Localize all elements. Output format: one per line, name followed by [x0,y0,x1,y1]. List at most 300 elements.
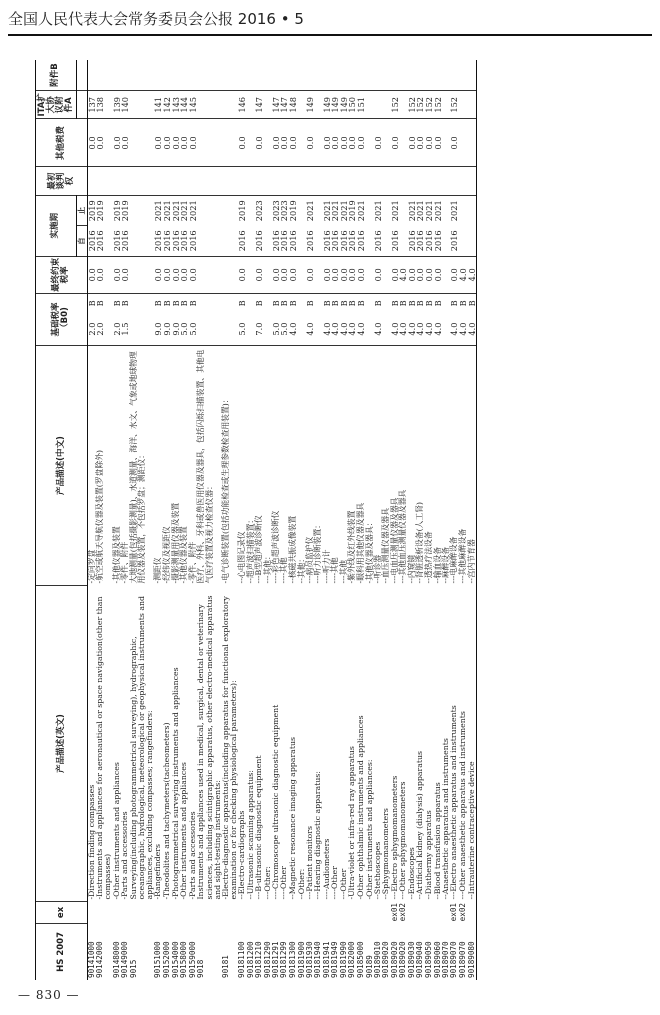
cell-ita-b [180,60,189,91]
cell-impl-to: 2021 [187,200,198,222]
cell-ex-code [264,902,272,924]
cell-final-rate: 0.0 [408,256,417,293]
cell-impl-to: 2019 [95,200,106,222]
cell-impl-to: 2021 [161,200,172,222]
cell-final-rate: 0.0 [255,256,264,293]
cell-desc-en: --Anaesthetic apparatus and instruments [441,738,451,900]
cell-final-rate: 0.0 [306,256,315,293]
cell-base-rate: 5.0 [189,313,198,346]
cell-impl-to: 2021 [415,200,426,222]
cell-desc-en: --Magnetic resonance imaging apparatus [288,737,298,900]
cell-ex-code [121,902,130,924]
cell-impl-from [197,226,222,257]
cell-ex-code [408,902,417,924]
cell-impl-from: 2016 [348,226,357,257]
cell-other-duties: 0.0 [408,119,417,167]
cell-other-duties: 0.0 [113,119,122,167]
cell-initial-right [416,167,425,195]
col-header-base-rate: 基础税率（B0) [36,293,88,345]
cell-impl-to: 2019 [111,200,122,222]
cell-ita-b [408,60,417,91]
table-row [468,60,477,980]
cell-desc-en: ---Hearing diagnostic apparatus: [313,771,323,900]
cell-hs-code: 90181210 [254,941,264,978]
cell-impl-from: 2016 [180,226,189,257]
cell-impl-to [222,195,238,226]
cell-category: B [279,300,290,307]
cell-base-rate: 4.0 [416,313,425,346]
cell-category: B [270,300,281,307]
cell-ita-b [374,60,383,91]
cell-ita-b [247,60,255,91]
cell-desc-en: ---B-ultrasonic diagnostic equipment [254,755,264,900]
cell-impl-to: 2023 [279,200,290,222]
cell-hs-code: 90181900 [296,941,306,978]
cell-hs-code: 90185000 [356,941,366,978]
cell-initial-right [391,167,400,195]
cell-hs-code: 90189020 [381,941,391,978]
cell-other-duties: 0.0 [180,119,189,167]
cell-final-rate: 0.0 [331,256,340,293]
cell-ita-a: 152 [416,91,425,119]
cell-desc-cn: 医疗、外科、牙科或兽医用仪器及器具，包括闪烁扫描装置、其他电气医疗装置及视力检查仪器： [196,349,214,584]
cell-initial-right [374,167,383,195]
cell-impl-from: 2016 [154,226,163,257]
cell-category: B [95,300,106,307]
cell-hs-code: 90142000 [95,941,105,978]
gazette-title: 全国人民代表大会常务委员会公报 2016 • 5 [8,10,304,28]
cell-desc-en: -Other instruments and appliances [111,762,121,900]
cell-category [222,293,238,313]
tariff-table-rotated [35,60,660,980]
cell-base-rate [197,313,222,346]
cell-impl-from: 2016 [113,226,122,257]
cell-desc-cn: -电气诊断装置(包括功能检查或生理参数检查用装置)： [220,395,230,584]
cell-final-rate: 0.0 [87,256,96,293]
cell-desc-cn: 大地测量(包括摄影测量)、水道测量、海洋、水文、气象或地球物理用仪器及装置，不包括罗盘；测距仪： [128,351,146,584]
cell-desc-cn: ----彩色超声波诊断仪 [270,510,280,584]
cell-initial-right [306,167,315,195]
cell-hs-code: 90189070 [458,941,468,978]
cell-ita-b [323,60,332,91]
cell-desc-en: --Other: [296,868,306,900]
cell-hs-code: 90154000 [170,941,180,978]
cell-ita-b [264,60,272,91]
cell-ita-b [425,60,434,91]
cell-desc-cn: --输血设备 [432,546,442,584]
cell-desc-en: ---Other sphygmomanometers [398,781,408,900]
cell-hs-code: 9018 [196,959,206,978]
cell-final-rate: 4.0 [468,256,477,293]
cell-desc-cn: --心电图记录仪 [237,531,247,584]
cell-base-rate: 4.0 [434,313,443,346]
cell-desc-cn: --血压测量仪器及器具 [381,507,391,584]
table-row [255,60,264,980]
cell-category: B [449,300,460,307]
cell-initial-right [442,167,450,195]
cell-desc-cn: --透热疗法设备 [424,531,434,584]
cell-final-rate: 0.0 [434,256,443,293]
cell-base-rate: 4.0 [357,313,366,346]
cell-base-rate: 9.0 [163,313,172,346]
cell-initial-right [323,167,332,195]
cell-ita-b [416,60,425,91]
cell-ita-b [113,60,122,91]
cell-other-duties: 0.0 [391,119,400,167]
cell-ita-a: 151 [357,91,366,119]
cell-category: B [179,300,190,307]
cell-impl-from [222,226,238,257]
table-header-row [36,60,77,980]
cell-hs-code: 90181290 [262,941,272,978]
cell-ex-code [113,902,122,924]
cell-desc-en: -Rangefinders [153,844,163,900]
cell-desc-cn: ---电血压测量仪器及器具 [389,497,399,584]
tariff-schedule-table [35,60,477,980]
cell-desc-en: -Other instruments and appliances [179,762,189,900]
cell-desc-en: Surveying(including photogrammetrical surveying), hydrographic, oceanographic, hydrological, meteorological or geophysical instruments and appliances, excluding compasses; rangefinders: [128,595,155,900]
cell-ex-code [163,902,172,924]
cell-ita-a [197,91,222,119]
cell-ita-b [442,60,450,91]
cell-impl-from: 2016 [416,226,425,257]
cell-desc-en: --Stethoscopes [372,841,382,900]
cell-final-rate: 0.0 [374,256,383,293]
cell-other-duties: 0.0 [323,119,332,167]
cell-initial-right [434,167,443,195]
cell-ex-code [306,902,315,924]
cell-ita-b [255,60,264,91]
cell-initial-right [113,167,122,195]
cell-desc-cn: -紫外线及红外线装置 [347,510,357,584]
cell-hs-code: 90189080 [468,923,477,980]
cell-category: B [161,300,172,307]
cell-desc-en: --Ultrasonic scanning apparatus: [245,770,255,900]
cell-impl-to: 2021 [330,200,341,222]
cell-final-rate [222,256,238,293]
cell-impl-to: 2021 [389,200,400,222]
cell-ita-b [238,60,247,91]
cell-desc-cn: -零件、附件 [120,541,130,584]
col-header-desc-cn: 产品描述(中文) [36,346,88,586]
cell-desc-cn: ---B型超声波诊断仪 [254,515,264,584]
cell-impl-to: 2021 [338,200,349,222]
cell-other-duties: 0.0 [450,119,459,167]
cell-category: B [398,300,409,307]
cell-initial-right [408,167,417,195]
cell-ita-a: 150 [348,91,357,119]
cell-desc-cn: ---病员监护仪 [304,536,314,584]
cell-category: B [237,300,248,307]
cell-initial-right [366,167,374,195]
cell-initial-right [154,167,163,195]
cell-impl-from [459,226,468,257]
cell-desc-en: -Other instruments and appliances: [364,759,374,900]
cell-other-duties: 0.0 [425,119,434,167]
cell-impl-to: 2021 [321,200,332,222]
cell-base-rate: 4.0 [323,313,332,346]
cell-category: B [170,300,181,307]
cell-other-duties: 0.0 [172,119,181,167]
cell-initial-right [96,167,112,195]
cell-initial-right [314,167,322,195]
cell-impl-from: 2016 [238,226,247,257]
cell-base-rate: 4.0 [468,313,477,346]
cell-initial-right [255,167,264,195]
cell-ita-b [348,60,357,91]
cell-final-rate: 0.0 [154,256,163,293]
cell-final-rate: 0.0 [348,256,357,293]
cell-category: B [389,300,400,307]
cell-initial-right [197,167,222,195]
cell-other-duties: 0.0 [374,119,383,167]
cell-ex-code [87,902,96,924]
cell-ita-a: 149 [323,91,332,119]
cell-ita-b [96,60,112,91]
cell-base-rate: 5.0 [280,313,289,346]
cell-hs-code: 90181291 [270,941,280,978]
cell-desc-cn: --听诊器 [372,554,382,584]
cell-hs-code: 90189020 [389,941,399,978]
cell-base-rate: 9.0 [172,313,181,346]
cell-other-duties: 0.0 [331,119,340,167]
cell-ex-code [272,902,281,924]
cell-other-duties: 0.0 [306,119,315,167]
cell-ita-b [222,60,238,91]
cell-final-rate: 0.0 [189,256,198,293]
cell-ita-a [222,91,238,119]
cell-initial-right [382,167,390,195]
cell-impl-from: 2016 [374,226,383,257]
cell-desc-cn: -眼科用其他仪器及器具 [356,502,366,584]
cell-category: B [111,300,122,307]
cell-ita-b [121,60,130,91]
cell-category: B [254,300,265,307]
cell-desc-en: -Parts and accessories [187,811,197,900]
cell-final-rate: 0.0 [340,256,349,293]
cell-ita-a [366,91,374,119]
cell-category: B [338,300,349,307]
cell-other-duties: 0.0 [434,119,443,167]
cell-ita-b [314,60,322,91]
cell-impl-from: 2016 [96,226,112,257]
cell-base-rate: 4.0 [425,313,434,346]
cell-ex-code: ex01 [389,903,399,922]
cell-desc-en: -Theodolites and tachymeters(tacheometers) [161,722,171,900]
cell-category: B [288,300,299,307]
cell-impl-to [197,195,222,226]
cell-other-duties [222,119,238,167]
cell-impl-from: 2016 [189,226,198,257]
cell-ex-code [289,902,298,924]
cell-ex-code: ex02 [458,903,468,922]
cell-hs-code: 90189050 [424,941,434,978]
cell-hs-code: 90189040 [415,941,425,978]
cell-ita-a: 148 [289,91,298,119]
cell-initial-right [272,167,281,195]
cell-ita-a: 149 [331,91,340,119]
cell-hs-code: 90149000 [120,941,130,978]
cell-impl-to: 2023 [254,200,265,222]
cell-hs-code: 90181941 [321,941,331,978]
cell-ita-a: 152 [434,91,443,119]
cell-impl-from: 2016 [280,226,289,257]
cell-ex-code [247,902,255,924]
cell-base-rate: 2.0 [113,313,122,346]
cell-desc-en: --Sphygmomanometers [381,808,391,900]
cell-ita-a: 146 [238,91,247,119]
cell-impl-to: 2021 [153,200,164,222]
col-header-ita-a: ITA扩大协议附件A [36,91,77,119]
cell-ita-a: 144 [180,91,189,119]
table-body [87,60,477,980]
table-row [197,60,222,980]
cell-base-rate: 4.0 [331,313,340,346]
cell-hs-code: 90181299 [279,941,289,978]
cell-base-rate: 2.0 [87,313,96,346]
cell-desc-cn: -定向罗盘 [86,549,96,584]
col-header-to: 止 [76,195,87,226]
cell-final-rate: 0.0 [323,256,332,293]
cell-ita-a: 141 [154,91,163,119]
cell-ita-b [154,60,163,91]
cell-impl-from: 2016 [357,226,366,257]
cell-base-rate: 7.0 [255,313,264,346]
cell-desc-cn: --超声波扫描装置： [245,515,255,584]
cell-ex-code [331,902,340,924]
cell-hs-code: 90152000 [161,941,171,978]
cell-ita-a: 152 [450,91,459,119]
cell-final-rate: 0.0 [416,256,425,293]
cell-impl-from: 2016 [163,226,172,257]
cell-base-rate: 4.0 [408,313,417,346]
cell-initial-right [425,167,434,195]
cell-category [130,293,155,313]
cell-ex-code [314,902,322,924]
cell-final-rate: 0.0 [280,256,289,293]
cell-other-duties [468,119,477,167]
cell-ita-b [298,60,306,91]
cell-other-duties: 0.0 [280,119,289,167]
cell-category: B [432,300,443,307]
cell-impl-from: 2016 [323,226,332,257]
cell-category: B [415,300,426,307]
cell-ex-code [357,902,366,924]
cell-other-duties [130,119,155,167]
cell-impl-to [468,195,477,226]
col-header-final-rate: 最终约束税率 [36,256,88,293]
cell-ex-code [416,902,425,924]
cell-desc-en: ---Other: [262,866,272,900]
cell-ita-b [468,60,477,91]
cell-other-duties: 0.0 [272,119,281,167]
cell-impl-from: 2016 [425,226,434,257]
cell-ita-b [280,60,289,91]
table-row [130,60,155,980]
cell-hs-code: 90151000 [153,941,163,978]
cell-impl-to: 2019 [120,200,131,222]
cell-category: B [321,300,332,307]
cell-base-rate: 4.0 [306,313,315,346]
table-row [399,60,408,980]
cell-ita-b [340,60,349,91]
cell-ita-b [382,60,390,91]
cell-ex-code [238,902,247,924]
page-header [8,8,652,34]
cell-initial-right [180,167,189,195]
cell-desc-cn: --麻醉设备 [441,546,451,584]
cell-desc-cn: ---其他： [262,552,272,584]
cell-impl-from: 2016 [172,226,181,257]
cell-ita-a: 149 [306,91,315,119]
cell-desc-en: --Intrauterine contraceptive device [468,585,477,901]
cell-ita-a [459,91,468,119]
cell-base-rate: 4.0 [450,313,459,346]
cell-ita-a: 142 [163,91,172,119]
cell-desc-cn: ----其他 [279,557,289,584]
cell-ita-b [163,60,172,91]
cell-hs-code: 9015 [128,959,138,978]
cell-ita-a: 152 [425,91,434,119]
cell-desc-en: --Endoscopes [406,847,416,900]
cell-ita-b [450,60,459,91]
cell-desc-cn: -其他仪器及器具： [364,518,374,584]
cell-category: B [424,300,435,307]
cell-hs-code: 90181949 [330,941,340,978]
cell-ita-b [357,60,366,91]
cell-impl-from: 2016 [255,226,264,257]
cell-desc-en: Instruments and appliances used in medical, surgical, dental or veterinary sciences, including scintigraphic apparatus, other electro-medical apparatus and sight-testing instruments: [196,595,222,900]
cell-ita-b [289,60,298,91]
cell-ita-b [459,60,468,91]
cell-other-duties [459,119,468,167]
cell-desc-en: --Artificial kidney (dialysis) apparatus [415,750,425,900]
cell-desc-en: ---Patient monitors [304,826,314,900]
cell-desc-cn: ----听力计 [321,549,331,584]
cell-category: B [468,293,477,313]
cell-other-duties [197,119,222,167]
cell-final-rate: 0.0 [238,256,247,293]
cell-impl-to [459,195,468,226]
cell-desc-en: --Diathermy apparatus [424,810,434,900]
cell-hs-code: 90181930 [304,941,314,978]
cell-impl-to: 2021 [372,200,383,222]
cell-hs-code: 90189070 [441,941,451,978]
cell-hs-code: 90148000 [111,941,121,978]
col-header-desc-en: 产品描述(英文) [36,585,88,901]
cell-desc-en: -Instruments and appliances for aeronautical or space navigation(other than compasses) [95,596,113,900]
cell-ita-a: 152 [391,91,400,119]
cell-impl-from: 2016 [434,226,443,257]
cell-ex-code [197,902,222,924]
cell-base-rate: 4.0 [399,313,408,346]
cell-final-rate: 4.0 [399,256,408,293]
cell-initial-right [247,167,255,195]
cell-initial-right [130,167,155,195]
cell-initial-right [468,167,477,195]
cell-ita-b [87,60,96,91]
cell-ex-code [280,902,289,924]
cell-hs-code: 90181300 [288,941,298,978]
cell-desc-cn: -航空或航天导航仪器及装置(罗盘除外) [95,449,105,584]
cell-category: B [120,300,131,307]
cell-desc-en: -Other ophthalmic instruments and appliances [356,715,366,900]
cell-initial-right [450,167,459,195]
cell-ex-code [298,902,306,924]
col-header-hs: HS 2007 [36,923,88,980]
table-row [323,60,332,980]
cell-initial-right [87,167,96,195]
